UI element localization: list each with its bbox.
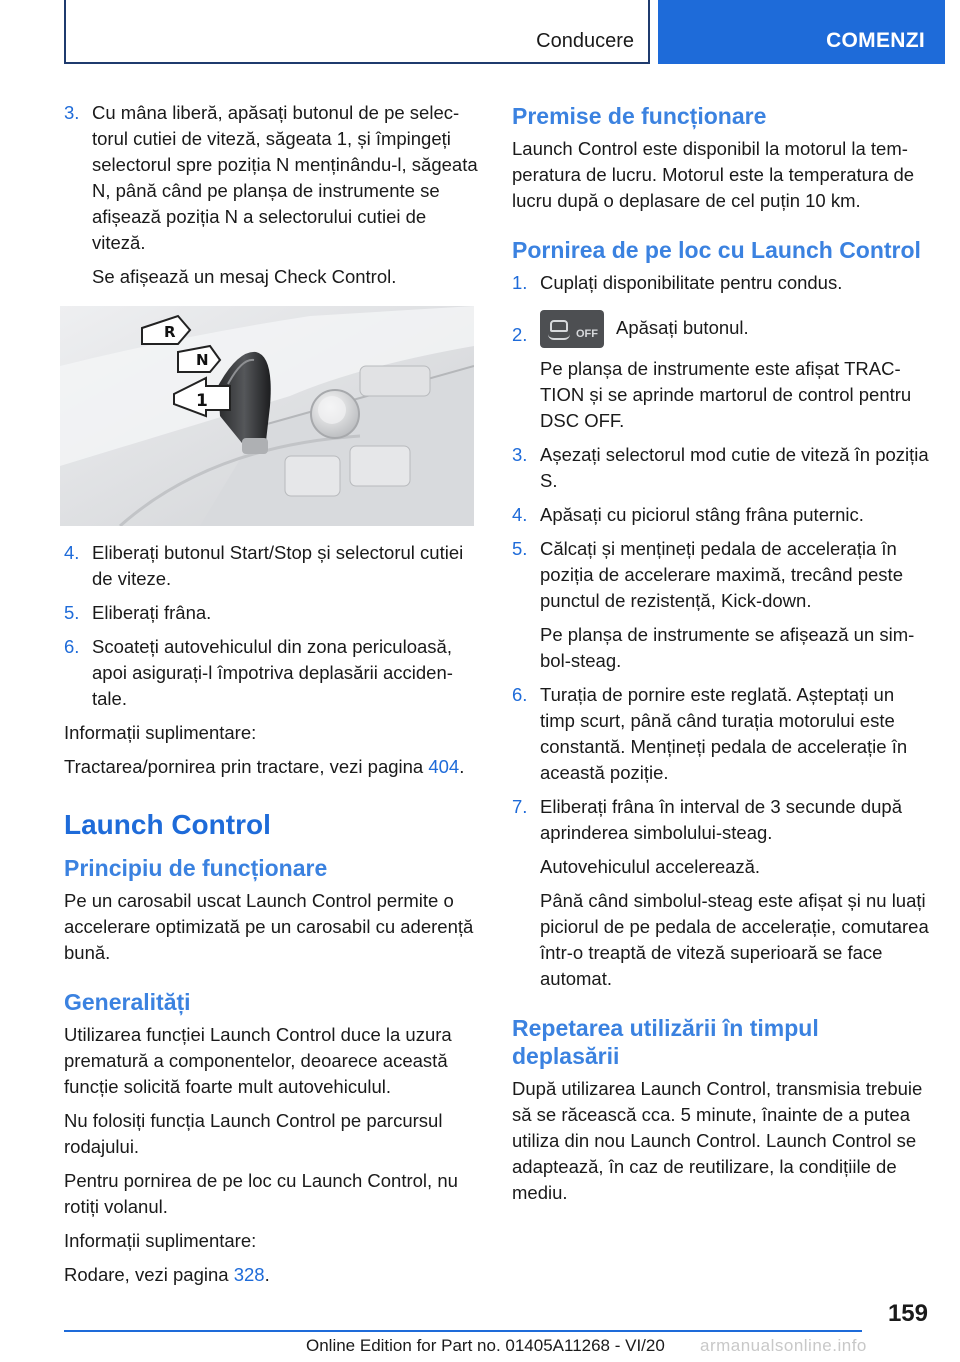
step-number: 2.: [512, 324, 528, 345]
footer-edition: Online Edition for Part no. 01405A11268 - VI/20: [306, 1336, 665, 1355]
header-chapter-box: [658, 0, 945, 64]
step-number: 3.: [512, 444, 528, 465]
icon-off-text: OFF: [576, 328, 598, 340]
principle-text: Pe un carosabil uscat Launch Control permite o accelerare optimizată pe un carosabil cu aderență bună.: [64, 890, 474, 963]
step-text: Călcați și mențineți pedala de accelerația în poziția de accelerare maximă, trecând peste punctul de rezistență, Kick-down.: [540, 538, 903, 611]
footer-divider: [64, 1330, 862, 1332]
breakin-page-link[interactable]: 328: [233, 1264, 265, 1285]
label-r: R: [164, 323, 176, 341]
gear-selector-figure: [60, 306, 474, 526]
start-step-4: [512, 502, 932, 528]
header-section-box: [64, 0, 650, 64]
header-chapter-title: COMENZI: [826, 29, 925, 52]
step-number: 4.: [64, 542, 80, 563]
dsc-off-button-icon: [540, 310, 604, 348]
launch-control-heading: Launch Control: [64, 809, 271, 840]
step-note: Autovehiculul accelerează.: [540, 856, 761, 877]
step-number: 7.: [512, 796, 528, 817]
premise-text: Launch Control este disponibil la motorul la temperatura de lucru. Motorul este la temperatura de lucru după o deplasare de cel puțin 10 km.: [512, 138, 915, 211]
start-step-1: [512, 270, 932, 296]
step-number: 3.: [64, 102, 80, 123]
step-text: Apăsați cu piciorul stâng frâna puternic.: [540, 504, 864, 525]
step-number: 6.: [512, 684, 528, 705]
step-text: Eliberați frâna.: [92, 602, 212, 623]
label-n: N: [196, 351, 209, 369]
label-1: 1: [196, 391, 208, 411]
towing-reference: [64, 754, 478, 780]
step-note: Se afișează un mesaj Check Control.: [92, 266, 397, 287]
start-step-5: [512, 536, 932, 674]
principle-heading: Principiu de funcționare: [64, 855, 328, 881]
general-text-2: Nu folosiți funcția Launch Control pe parcursul rodajului.: [64, 1110, 443, 1157]
page-number: 159: [887, 1300, 928, 1327]
step-text: Cu mâna liberă, apăsați butonul de pe selectorul cutiei de viteză, săgeata 1, și împingeți selectorul spre poziția N menținându-l, săgeata N, până când pe planșa de instrumente se afișează poziția N a selectorului cutiei de viteză.: [92, 102, 478, 253]
repeat-text: După utilizarea Launch Control, transmisia trebuie să se răcească cca. 5 minute, înainte de a putea utiliza din nou Launch Control. Launch Control se adaptează, în caz de reutilizare, la condițiile de mediu.: [512, 1078, 923, 1203]
step-note: Până când simbolul-steag este afișat și nu luați piciorul de pe pedala de accelerație, comutarea într-o treaptă de viteză superioară se face automat.: [540, 890, 929, 989]
step-number: 5.: [64, 602, 80, 623]
step-text: Turația de pornire este reglată. Așteptați un timp scurt, până când turația motorului este constantă. Mențineți pedala de accelerație în această poziție.: [540, 684, 908, 783]
start-heading: Pornirea de pe loc cu Launch Control: [512, 237, 921, 263]
general-heading: Generalități: [64, 989, 191, 1015]
step-number: 4.: [512, 504, 528, 525]
step-number: 1.: [512, 272, 528, 293]
period: .: [264, 1264, 270, 1285]
gear-selector-illustration: [60, 306, 474, 526]
step-text: Eliberați frâna în interval de 3 secunde după aprinderea simbolului-steag.: [540, 796, 903, 843]
start-step-6: [512, 682, 932, 786]
period: .: [459, 756, 465, 777]
step-note: Pe planșa de instrumente se afișează un simbol-steag.: [540, 624, 915, 671]
left-column: [64, 100, 478, 1296]
step-text-row: [540, 310, 932, 348]
start-step-3: [512, 442, 932, 494]
towing-text: Tractarea/pornirea prin tractare, vezi pagina: [64, 756, 429, 777]
step-text: Eliberați butonul Start/Stop și selectorul cutiei de viteze.: [92, 542, 464, 589]
step-text: Așezați selectorul mod cutie de viteză în poziția S.: [540, 444, 929, 491]
footer-watermark: armanualsonline.info: [700, 1336, 867, 1355]
step-number: 5.: [512, 538, 528, 559]
general-text-1: Utilizarea funcției Launch Control duce la uzura prematură a componentelor, deoarece această funcție solicită foarte mult autovehiculul.: [64, 1024, 452, 1097]
premise-heading: Premise de funcționare: [512, 103, 767, 129]
step-text: Cuplați disponibilitate pentru condus.: [540, 272, 843, 293]
step-text: Scoateți autovehiculul din zona periculoasă, apoi asigurați-l împotriva deplasării accidentale.: [92, 636, 453, 709]
repeat-heading: Repetarea utilizării în timpul deplasării: [512, 1015, 819, 1069]
breakin-reference: [64, 1262, 478, 1288]
start-step-2: [512, 310, 932, 434]
step-note: Pe planșa de instrumente este afișat TRACTION și se aprinde martorul de control pentru DSC OFF.: [540, 358, 912, 431]
step-4: [64, 540, 478, 592]
step-text: Apăsați butonul.: [616, 316, 749, 338]
right-column: [512, 100, 932, 1214]
info-label: Informații suplimentare:: [64, 722, 257, 743]
step-6: [64, 634, 478, 712]
breakin-text: Rodare, vezi pagina: [64, 1264, 234, 1285]
step-number: 6.: [64, 636, 80, 657]
step-5: [64, 600, 478, 626]
info-label-2: Informații suplimentare:: [64, 1230, 257, 1251]
step-3: [64, 100, 478, 290]
header-section-title: Conducere: [536, 30, 634, 52]
start-step-7: [512, 794, 932, 992]
towing-page-link[interactable]: 404: [428, 756, 460, 777]
general-text-3: Pentru pornirea de pe loc cu Launch Control, nu rotiți volanul.: [64, 1170, 458, 1217]
